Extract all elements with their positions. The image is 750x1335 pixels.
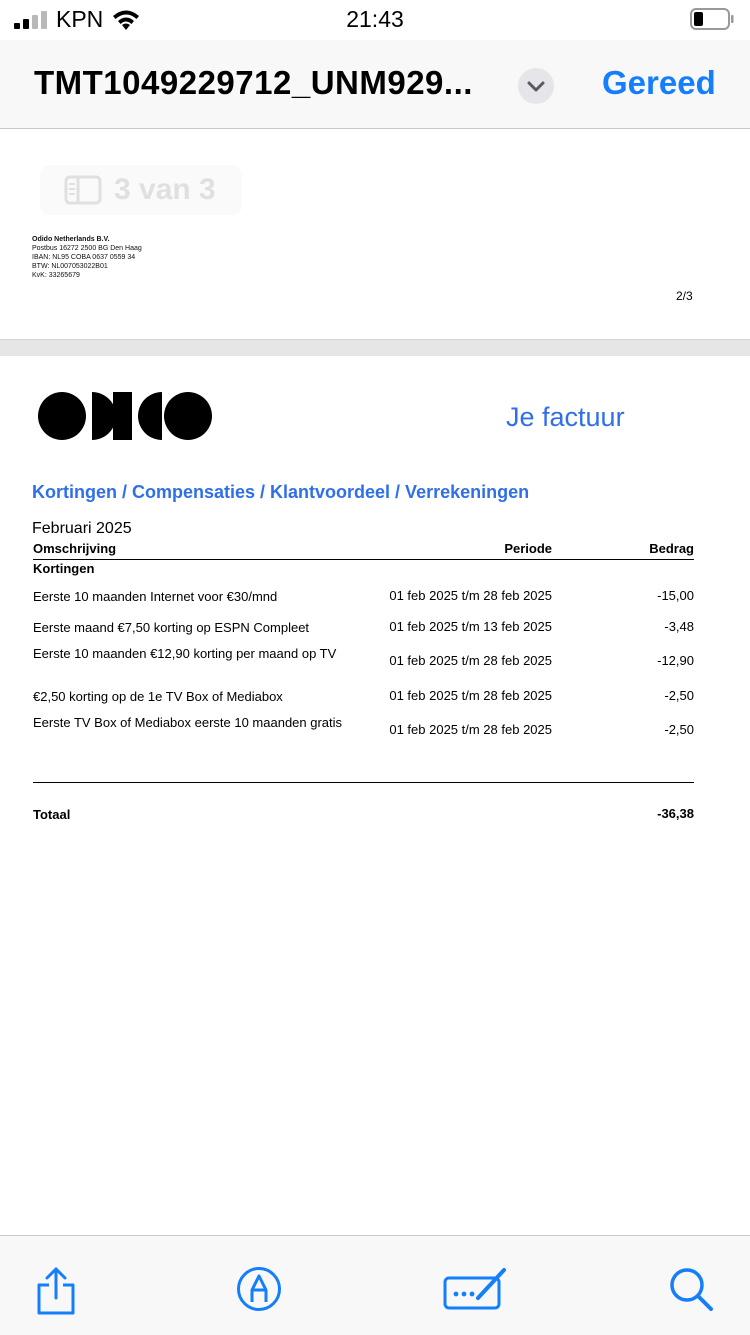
page-indicator-label: 3 van 3	[114, 173, 216, 206]
page-number: 2/3	[676, 289, 693, 303]
company-address: Postbus 16272 2500 BG Den Haag	[32, 245, 142, 252]
search-icon[interactable]	[668, 1266, 714, 1312]
invoice-heading: Je factuur	[506, 402, 625, 432]
row-amount: -2,50	[664, 688, 694, 703]
sidebar-icon	[64, 175, 102, 205]
page-indicator[interactable]	[40, 165, 242, 215]
column-description: Omschrijving	[33, 541, 117, 556]
previous-page	[0, 129, 750, 339]
bottom-toolbar	[0, 1235, 750, 1335]
row-description: Eerste maand €7,50 korting op ESPN Compleet	[33, 620, 310, 635]
row-description: €2,50 korting op de 1e TV Box of Mediabox	[33, 689, 283, 704]
total-divider	[33, 782, 694, 783]
share-icon[interactable]	[34, 1266, 78, 1316]
row-period: 01 feb 2025 t/m 28 feb 2025	[389, 653, 552, 668]
row-description: Eerste 10 maanden Internet voor €30/mnd	[33, 589, 278, 604]
done-button[interactable]: Gereed	[602, 64, 716, 101]
clock: 21:43	[346, 6, 404, 32]
current-page	[0, 356, 750, 1235]
table-header	[33, 541, 694, 560]
total-value: -36,38	[657, 806, 694, 821]
column-period: Periode	[504, 541, 552, 556]
navigation-bar	[0, 40, 750, 129]
document-title[interactable]: TMT1049229712_UNM929...	[34, 64, 473, 101]
company-vat: BTW: NL007053022B01	[32, 263, 108, 270]
chevron-down-icon	[518, 68, 554, 104]
row-amount: -12,90	[657, 653, 694, 668]
odido-logo	[38, 392, 212, 440]
row-description: Eerste TV Box of Mediabox eerste 10 maanden gratis	[33, 715, 343, 730]
status-bar	[0, 0, 750, 40]
signature-icon[interactable]	[442, 1266, 510, 1310]
row-amount: -3,48	[664, 619, 694, 634]
row-amount: -2,50	[664, 722, 694, 737]
section-title: Kortingen / Compensaties / Klantvoordeel / Verrekeningen	[32, 482, 530, 502]
company-info	[32, 235, 142, 280]
carrier-name: KPN	[56, 6, 104, 32]
battery-icon	[690, 8, 734, 30]
row-period: 01 feb 2025 t/m 13 feb 2025	[389, 619, 552, 634]
row-description: Eerste 10 maanden €12,90 korting per maand op TV	[33, 646, 337, 661]
company-iban: IBAN: NL95 COBA 0637 0559 34	[32, 254, 136, 261]
row-amount: -15,00	[657, 588, 694, 603]
row-period: 01 feb 2025 t/m 28 feb 2025	[389, 722, 552, 737]
row-period: 01 feb 2025 t/m 28 feb 2025	[389, 588, 552, 603]
title-menu-button[interactable]	[518, 68, 554, 104]
total-label: Totaal	[33, 807, 71, 822]
group-label: Kortingen	[33, 561, 95, 576]
invoice-month: Februari 2025	[32, 520, 132, 537]
row-period: 01 feb 2025 t/m 28 feb 2025	[389, 688, 552, 703]
page-gap	[0, 339, 750, 357]
markup-icon[interactable]	[236, 1266, 282, 1312]
company-name: Odido Netherlands B.V.	[32, 236, 110, 243]
document-viewer[interactable]	[0, 129, 750, 1235]
company-kvk: KvK: 33265679	[32, 272, 80, 279]
column-amount: Bedrag	[649, 541, 694, 556]
